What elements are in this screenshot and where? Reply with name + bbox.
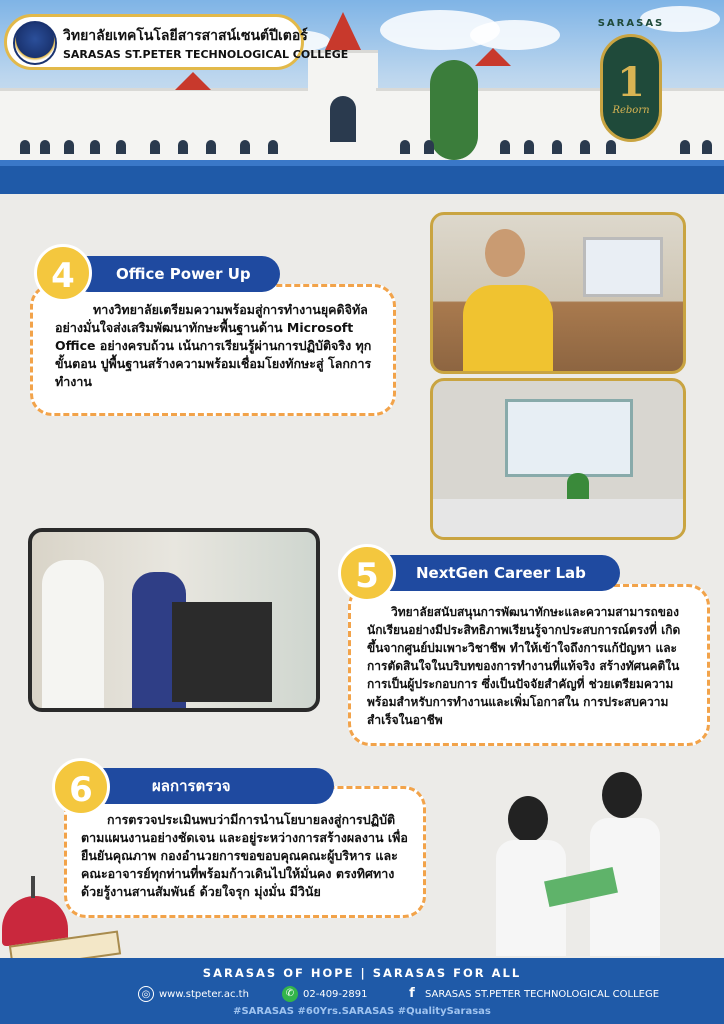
reborn-badge-word: Reborn (612, 105, 650, 116)
footer-website[interactable] (138, 986, 249, 1002)
section-5-body: วิทยาลัยสนับสนุนการพัฒนาทักษะและความสามารถของ นักเรียนอย่างมีประสิทธิภาพเรียนรู้จากประสบการณ์ตรงที่ เกิดขึ้นจากศูนย์บ่มเพาะวิชาชีพ ทำให้เข้าใจถึงการแก้ปัญหา และการตัดสินใจในบริบทของการทำงานที่แท้จริง สร้างทัศนคติในการเป็นผู้ประกอบการ ซึ่งเป็นปัจจัยสำคัญที่ ช่วยเตรียมความพร้อมสำหรับการทำงานและเพิ่มโอกาสใน การประสบความสำเร็จในอาชีพ (367, 605, 681, 727)
projector-screen (505, 399, 633, 477)
section-4-body: ทางวิทยาลัยเตรียมความพร้อมสู่การทำงานยุคดิจิทัล อย่างมั่นใจส่งเสริมพัฒนาทักษะพื้นฐานด้าน Microsoft Office อย่างครบถ้วน เน้นการเรียนรู้ผ่านการปฏิบัติจริง ทุกขั้นตอน ปูพื้นฐานสร้างความพร้อมเชื่อมโยงทักษะสู่ โลกการทำงาน (55, 302, 372, 389)
section-4-title: Office Power Up (70, 256, 280, 292)
tree (430, 60, 478, 160)
computer-monitor (583, 237, 663, 297)
footer-facebook[interactable] (404, 986, 659, 1002)
footer-phone-text: 02-409-2891 (303, 989, 368, 1000)
phone-icon: ✆ (282, 986, 298, 1002)
photo-classroom-presentation (430, 378, 686, 540)
section-6-body: การตรวจประเมินพบว่ามีการนำนโยบายลงสู่การปฏิบัติ ตามแผนงานอย่างชัดเจน และอยู่ระหว่างการสร้างผลงาน เพื่อยืนยันคุณภาพ กองอำนวยการขอขอบคุณคณะผู้บริหาร และคณะอาจารย์ทุกท่านที่พร้อมก้าวเดินไปให้มั่นคง ตรงทิศทาง ด้วยรู้งานสานสัมพันธ์ ด้วยใจรุก มุ่งมั่น มีวินัย (81, 812, 408, 899)
globe-icon: ◎ (138, 986, 154, 1002)
footer-hashtags: #SARASAS #60Yrs.SARASAS #QualitySarasas (233, 1006, 491, 1017)
section-4-textbox (30, 284, 396, 416)
facebook-icon: f (409, 986, 415, 1001)
reborn-badge (600, 34, 662, 142)
reborn-badge-number: 1 (617, 59, 645, 106)
photo-computer-student (430, 212, 686, 374)
section-6-title: ผลการตรวจ (86, 768, 334, 804)
coffee-machine (172, 602, 272, 702)
student-figure (463, 285, 553, 374)
footer-website-text: www.stpeter.ac.th (159, 989, 249, 1000)
college-name-en: SARASAS ST.PETER TECHNOLOGICAL COLLEGE (63, 48, 349, 61)
student-figure-left (42, 560, 104, 710)
school-building-right (376, 88, 724, 168)
section-5-textbox (348, 584, 710, 746)
section-4-number: 4 (34, 244, 92, 302)
college-logo-pill (4, 14, 349, 70)
footer (0, 958, 724, 1024)
section-6-textbox (64, 786, 426, 918)
section-5-number: 5 (338, 544, 396, 602)
section-6-number: 6 (52, 758, 110, 816)
college-name-th: วิทยาลัยเทคโนโลยีสารสาสน์เซนต์ปีเตอร์ (63, 28, 308, 44)
photo-coffee-lab (28, 528, 320, 712)
footer-phone[interactable] (282, 986, 367, 1002)
school-building-left (0, 88, 310, 168)
footer-tagline: SARASAS OF HOPE | SARASAS FOR ALL (202, 966, 522, 980)
students-with-books-image (486, 770, 682, 956)
tower-window (330, 96, 356, 142)
footer-facebook-text: SARASAS ST.PETER TECHNOLOGICAL COLLEGE (425, 989, 660, 1000)
section-5-title: NextGen Career Lab (372, 555, 620, 591)
header-blue-band (0, 160, 724, 194)
college-crest-icon (13, 21, 57, 65)
reborn-badge-title: SARASAS (597, 18, 665, 29)
